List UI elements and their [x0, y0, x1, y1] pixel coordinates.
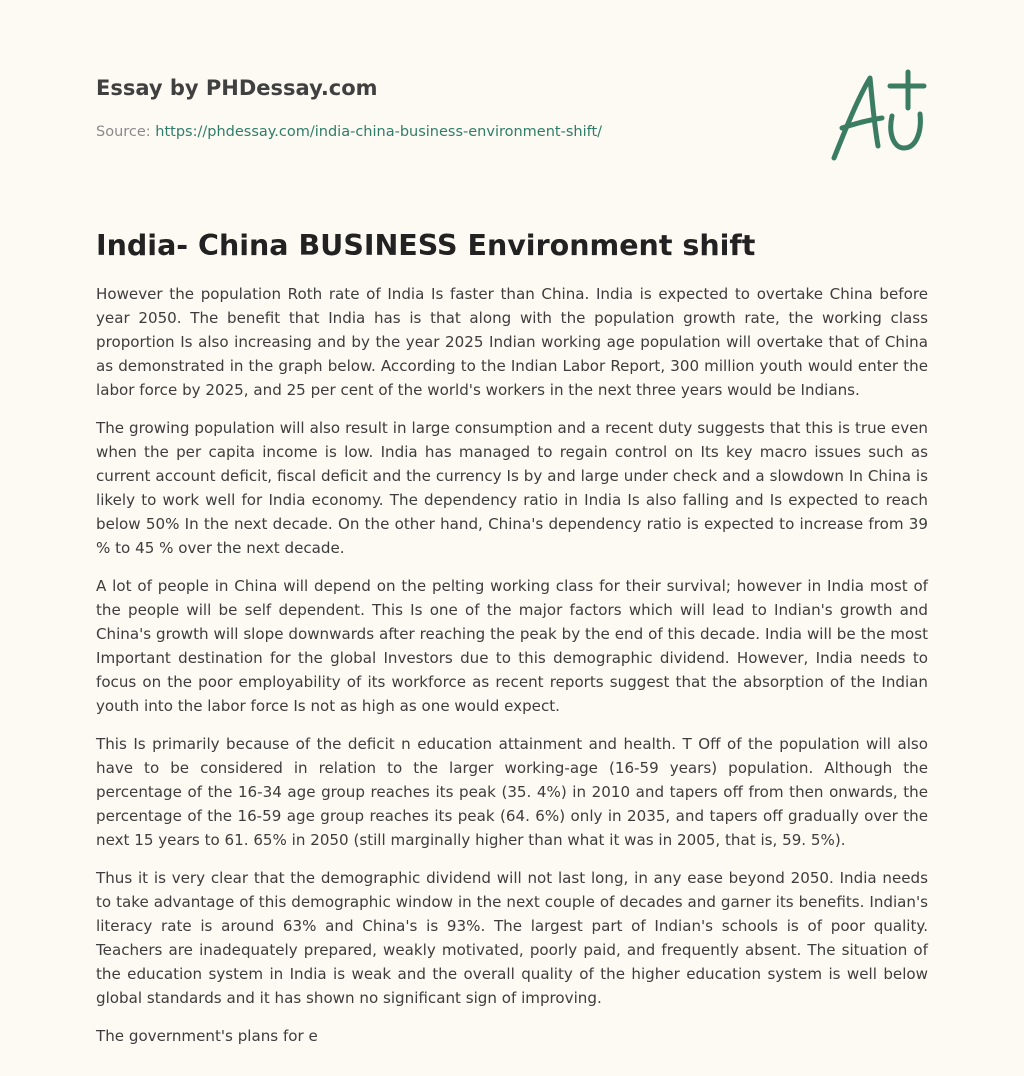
essay-title: India- China BUSINESS Environment shift	[96, 229, 756, 262]
paragraph: However the population Roth rate of India Is faster than China. India is expected to overtake China before year 2050. The benefit that India has is that along with the population growth rate, the working class proportion Is also increasing and by the year 2025 Indian working age population will overtake that of China as demonstrated in the graph below. According to the Indian Labor Report, 300 million youth would enter the labor force by 2025, and 25 per cent of the world's workers in the next three years would be Indians.	[96, 285, 928, 399]
paragraph: A lot of people in China will depend on the pelting working class for their survival; however in India most of the people will be self dependent. This Is one of the major factors which will lead to Indian's growth and China's growth will slope downwards after reaching the peak by the end of this decade. India will be the most Important destination for the global Investors due to this demographic dividend. However, India needs to focus on the poor employability of its workforce as recent reports suggest that the absorption of the Indian youth into the labor force Is not as high as one would expect.	[96, 577, 928, 715]
source-label: Source:	[96, 124, 156, 140]
source-link[interactable]: https://phdessay.com/india-china-business-environment-shift/	[155, 124, 603, 140]
paragraph: Thus it is very clear that the demographic dividend will not last long, in any ease beyond 2050. India needs to take advantage of this demographic window in the next couple of decades and garner its benefits. Indian's literacy rate is around 63% and China's is 93%. The largest part of Indian's schools is of poor quality. Teachers are inadequately prepared, weakly motivated, poorly paid, and frequently absent. The situation of the education system in India is weak and the overall quality of the higher education system is well below global standards and it has shown no significant sign of improving.	[96, 869, 928, 1007]
paragraph: This Is primarily because of the deficit n education attainment and health. T Off of the population will also have to be considered in relation to the larger working-age (16-59 years) population. Although the percentage of the 16-34 age group reaches its peak (35. 4%) in 2010 and tapers off from then onwards, the percentage of the 16-59 age group reaches its peak (64. 6%) only in 2035, and tapers off gradually over the next 15 years to 61. 65% in 2050 (still marginally higher than what it was in 2005, that is, 59. 5%).	[96, 735, 928, 849]
site-brand: Essay by PHDessay.com	[96, 76, 378, 100]
essay-body	[96, 282, 928, 1048]
page-header	[96, 0, 928, 200]
paragraph: The growing population will also result in large consumption and a recent duty suggests that this is true even when the per capita income is low. India has managed to regain control on Its key macro issues such as current account deficit, fiscal deficit and the currency Is by and large under check and a slowdown In China is likely to work well for India economy. The dependency ratio in India Is also falling and Is expected to reach below 50% In the next decade. On the other hand, China's dependency ratio is expected to increase from 39 % to 45 % over the next decade.	[96, 419, 928, 557]
paragraph: The government's plans for e	[96, 1027, 318, 1045]
source-line	[96, 124, 602, 140]
a-plus-icon	[828, 68, 928, 164]
